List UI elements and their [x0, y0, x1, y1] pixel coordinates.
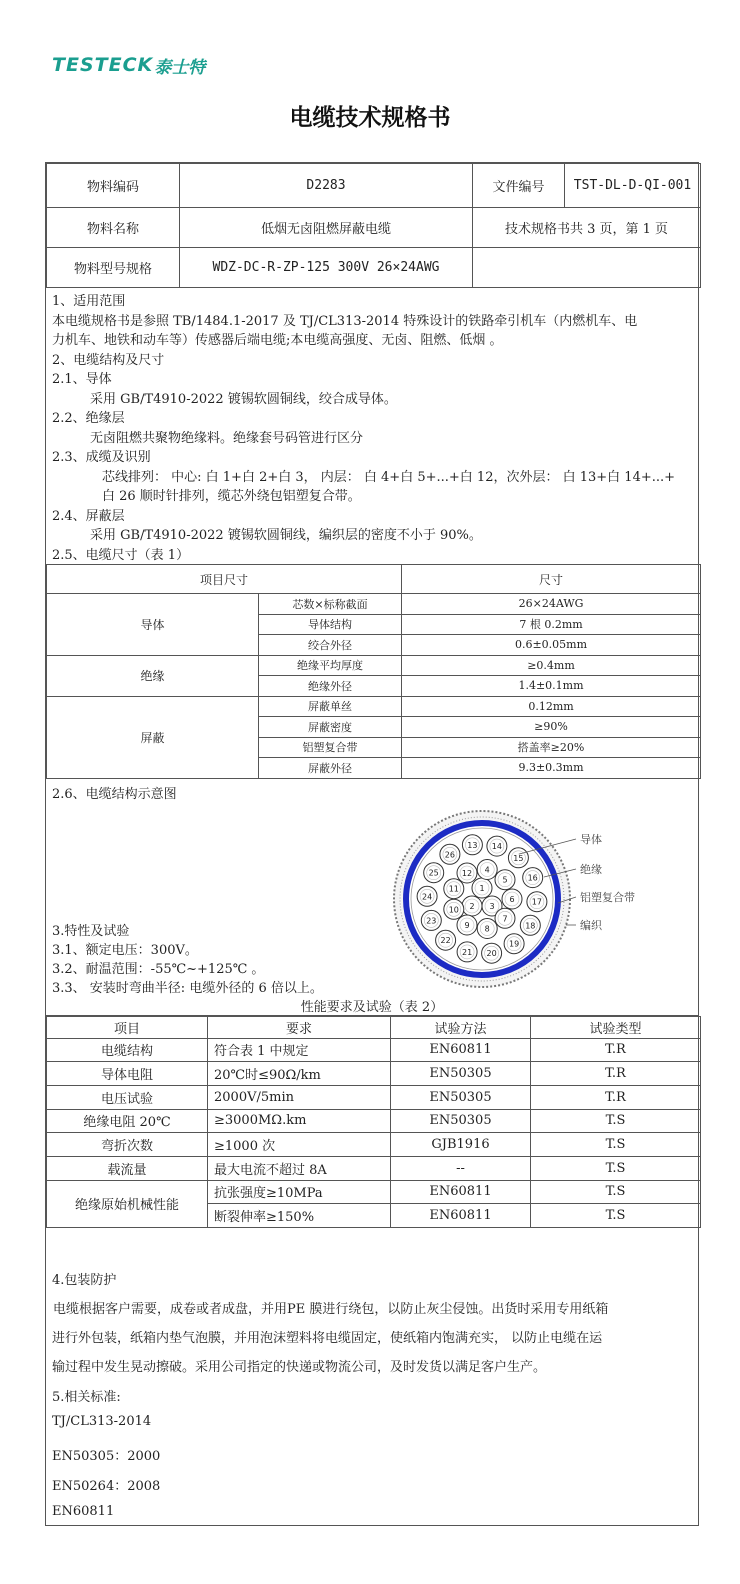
perf-type: T.R — [531, 1062, 701, 1086]
dim-value: 1.4±0.1mm — [402, 676, 701, 697]
perf-method: EN60811 — [391, 1180, 531, 1204]
perf-req: 抗张强度≥10MPa — [208, 1180, 391, 1204]
table-row — [47, 1133, 701, 1157]
label-tape: 铝塑复合带 — [580, 890, 635, 904]
table-row — [47, 1156, 701, 1180]
label-braid: 编织 — [580, 918, 602, 932]
file-no-value: TST-DL-D-QI-001 — [565, 164, 701, 208]
section4-line3: 输过程中发生晃动擦破。采用公司指定的快递或物流公司，及时发货以满足客户生产。 — [52, 1360, 547, 1375]
model-label: 物料型号规格 — [47, 248, 180, 288]
dim-value: 搭盖率≥20% — [402, 737, 701, 758]
perf-type: T.S — [531, 1109, 701, 1133]
core-number: 12 — [461, 868, 473, 878]
perf-req: 最大电流不超过 8A — [208, 1156, 391, 1180]
core-number: 8 — [484, 924, 490, 933]
perf-method: EN50305 — [391, 1109, 531, 1133]
s22-text: 无卤阻燃共聚物绝缘料。绝缘套号码管进行区分 — [90, 430, 364, 446]
perf-method: GJB1916 — [391, 1133, 531, 1157]
dim-col-size: 尺寸 — [402, 565, 701, 594]
model-value: WDZ-DC-R-ZP-125 300V 26×24AWG — [180, 248, 473, 288]
dim-value: 7 根 0.2mm — [402, 614, 701, 635]
s24-heading: 2.4、屏蔽层 — [52, 508, 125, 524]
dim-item: 屏蔽单丝 — [259, 696, 402, 717]
core-number: 15 — [513, 853, 524, 863]
dimension-table — [46, 564, 701, 779]
performance-table — [46, 1016, 701, 1229]
perf-item-merged: 绝缘原始机械性能 — [47, 1180, 208, 1227]
core-number: 26 — [444, 849, 455, 859]
section-scope-structure — [46, 288, 698, 564]
s21-heading: 2.1、导体 — [52, 372, 112, 387]
material-code-value: D2283 — [180, 164, 473, 208]
perf-item: 导体电阻 — [47, 1062, 208, 1086]
table-row — [47, 1109, 701, 1133]
material-name-value: 低烟无卤阻燃屏蔽电缆 — [180, 208, 473, 248]
perf-type: T.S — [531, 1180, 701, 1204]
dim-value: ≥90% — [402, 717, 701, 738]
perf-method: EN50305 — [391, 1062, 531, 1086]
perf-req: 符合表 1 中规定 — [208, 1038, 391, 1062]
standard-item: TJ/CL313-2014 — [52, 1414, 152, 1429]
perf-req: ≥3000MΩ.km — [208, 1109, 391, 1133]
group-insulation: 绝缘 — [47, 655, 259, 696]
dim-value: 26×24AWG — [402, 594, 701, 615]
dim-item: 绝缘外径 — [259, 676, 402, 697]
logo-text-cn: 泰士特 — [154, 57, 206, 78]
core-number: 9 — [464, 920, 470, 930]
dim-item: 芯数×标称截面 — [259, 594, 402, 615]
perf-type: T.S — [531, 1156, 701, 1180]
perf-item: 弯折次数 — [47, 1133, 208, 1157]
perf-method: EN50305 — [391, 1085, 531, 1109]
perf-header-type: 试验类型 — [531, 1016, 701, 1038]
dim-col-item: 项目尺寸 — [47, 565, 402, 594]
perf-header-req: 要求 — [208, 1016, 391, 1038]
standard-item: EN50264：2008 — [52, 1479, 161, 1494]
section4-line1: 电缆根据客户需要，成卷或者成盘，并用PE 膜进行绕包，以防止灰尘侵蚀。出货时采用专用纸箱 — [53, 1302, 609, 1317]
logo-text-en: TESTECK — [52, 54, 154, 76]
dim-item: 绝缘平均厚度 — [259, 655, 402, 676]
dim-item: 绞合外径 — [259, 635, 402, 656]
label-conductor: 导体 — [580, 832, 602, 846]
perf-header-method: 试验方法 — [391, 1016, 531, 1038]
section5-heading: 5.相关标准: — [52, 1390, 121, 1405]
page-count: 技术规格书共 3 页，第 1 页 — [473, 208, 701, 248]
core-number: 24 — [422, 891, 433, 901]
core-number: 5 — [502, 875, 508, 885]
core-number: 7 — [502, 913, 508, 923]
perf-method: -- — [391, 1156, 531, 1180]
dim-item: 屏蔽密度 — [259, 717, 402, 738]
section4-line2: 进行外包装，纸箱内垫气泡膜，并用泡沫塑料将电缆固定，使纸箱内饱满充实， 以防止电缆在运 — [52, 1331, 603, 1346]
standard-item: EN50305：2000 — [52, 1449, 161, 1464]
perf-method: EN60811 — [391, 1204, 531, 1228]
section4-heading: 4.包装防护 — [52, 1273, 117, 1288]
s23-text1: 芯线排列： 中心: 白 1+白 2+白 3， 内层： 白 4+白 5+...+白 12，次外层： 白 13+白 14+...+ — [102, 469, 676, 485]
perf-type: T.S — [531, 1133, 701, 1157]
core-number: 19 — [509, 939, 520, 949]
core-number: 6 — [509, 894, 515, 904]
core-number: 25 — [428, 868, 439, 878]
empty-cell — [473, 248, 701, 288]
core-number: 13 — [467, 840, 478, 850]
schematic-heading: 2.6、电缆结构示意图 — [52, 786, 177, 802]
header-table — [46, 163, 701, 288]
section1-text2: 力机车、地铁和动车等）传感器后端电缆;本电缆高强度、无卤、阻燃、低烟 。 — [52, 333, 503, 348]
perf-req: ≥1000 次 — [208, 1133, 391, 1157]
section3-heading: 3.特性及试验 — [52, 923, 130, 939]
core-number: 17 — [531, 897, 542, 907]
dim-item: 屏蔽外径 — [259, 758, 402, 779]
perf-item: 电压试验 — [47, 1085, 208, 1109]
core-number: 11 — [448, 884, 459, 894]
dim-item: 铝塑复合带 — [259, 737, 402, 758]
perf-item: 载流量 — [47, 1156, 208, 1180]
standard-item: EN60811 — [52, 1504, 115, 1519]
material-name-label: 物料名称 — [47, 208, 180, 248]
core-number: 1 — [479, 883, 485, 893]
s24-text: 采用 GB/T4910-2022 镀锡软圆铜线，编织层的密度不小于 90%。 — [90, 528, 482, 543]
core-number: 14 — [491, 841, 502, 851]
dim-value: 0.6±0.05mm — [402, 635, 701, 656]
file-no-label: 文件编号 — [473, 164, 565, 208]
core-number: 20 — [486, 948, 497, 958]
dim-value: 9.3±0.3mm — [402, 758, 701, 779]
dim-item: 导体结构 — [259, 614, 402, 635]
perf-req: 2000V/5min — [208, 1085, 391, 1109]
group-shield: 屏蔽 — [47, 696, 259, 778]
perf-item: 绝缘电阻 20℃ — [47, 1109, 208, 1133]
perf-req: 20℃时≤90Ω/km — [208, 1062, 391, 1086]
material-code-label: 物料编码 — [47, 164, 180, 208]
table-row — [47, 1085, 701, 1109]
perf-table-title: 性能要求及试验（表 2） — [300, 999, 444, 1015]
core-number: 2 — [469, 901, 475, 911]
section2-heading: 2、电缆结构及尺寸 — [52, 352, 165, 368]
perf-type: T.R — [531, 1038, 701, 1062]
perf-type: T.R — [531, 1085, 701, 1109]
perf-type: T.S — [531, 1204, 701, 1228]
company-logo — [52, 52, 205, 78]
core-number: 16 — [527, 873, 538, 883]
s23-text2: 白 26 顺时针排列，缆芯外绕包铝塑复合带。 — [102, 489, 361, 504]
perf-item: 电缆结构 — [47, 1038, 208, 1062]
spec-frame — [45, 162, 699, 1526]
dim-value: ≥0.4mm — [402, 655, 701, 676]
perf-req: 断裂伸率≥150% — [208, 1204, 391, 1228]
page-title: 电缆技术规格书 — [289, 105, 451, 131]
core-number: 22 — [440, 935, 451, 945]
s22-heading: 2.2、绝缘层 — [52, 411, 125, 426]
schematic-section — [46, 779, 698, 1016]
core-number: 18 — [525, 920, 536, 930]
table-row — [47, 1038, 701, 1062]
s33-text: 3.3、 安装时弯曲半径: 电缆外径的 6 倍以上。 — [52, 980, 323, 996]
label-insulation: 绝缘 — [580, 862, 602, 876]
table-row — [47, 1062, 701, 1086]
table-row — [47, 1180, 701, 1204]
core-number: 4 — [484, 865, 490, 874]
core-number: 21 — [462, 947, 473, 957]
group-conductor: 导体 — [47, 594, 259, 656]
s32-text: 3.2、耐温范围：-55℃~+125℃ 。 — [52, 961, 265, 977]
s21-text: 采用 GB/T4910-2022 镀锡软圆铜线，绞合成导体。 — [90, 391, 397, 407]
core-number: 3 — [489, 901, 495, 911]
core-number: 23 — [426, 915, 437, 925]
s25-heading: 2.5、电缆尺寸（表 1） — [52, 547, 190, 563]
dim-value: 0.12mm — [402, 696, 701, 717]
section1-text1: 本电缆规格书是参照 TB/1484.1-2017 及 TJ/CL313-2014 特殊设计的铁路牵引机车（内燃机车、电 — [52, 313, 638, 329]
s31-text: 3.1、额定电压：300V。 — [52, 942, 198, 958]
perf-method: EN60811 — [391, 1038, 531, 1062]
s23-heading: 2.3、成缆及识别 — [52, 450, 151, 465]
perf-header-item: 项目 — [47, 1016, 208, 1038]
core-number: 10 — [448, 904, 459, 914]
section1-heading: 1、适用范围 — [52, 294, 126, 309]
